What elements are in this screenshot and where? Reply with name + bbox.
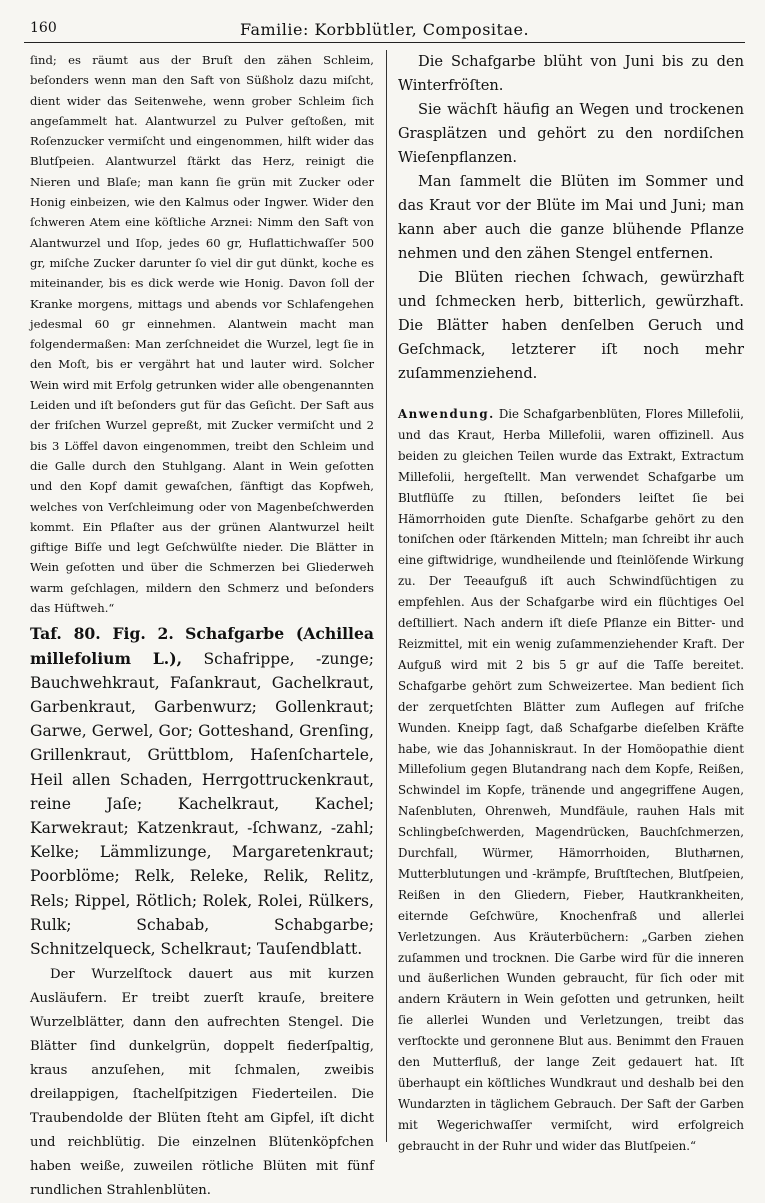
left-column: [30, 50, 374, 1203]
usage-text: Die Schafgarbenblüten, Flores Millefolii, und das Kraut, Herba Millefolii, waren offizinell. Aus beiden zu gleichen Teilen wurde das Extrakt, Extractum Millefolii, hergeſtellt. Man verwendet Schafgarbe um Blutflüſſe zu ſtillen, beſonders leiſtet ſie bei Hämorrhoiden gute Dienſte. Schafgarbe gehört zu den toniſchen oder ſtärkenden Mitteln; man ſchreibt ihr auch eine giftwidrige, wundheilende und ſteinlöſende Wirkung zu. Der Teeaufguß iſt auch Schwindſüchtigen zu empfehlen. Aus der Schafgarbe wird ein flüchtiges Oel deſtilliert. Nach andern iſt dieſe Pflanze ein Bitter- und Reizmittel, mit ein wenig zuſammenziehender Kraft. Der Aufguß wird mit 2 bis 5 gr auf die Taſſe bereitet. Schafgarbe gehört zum Schweizertee. Man bedient ſich der zerquetſchten Blätter zum Auflegen auf friſche Wunden. Kneipp ſagt, daß Schafgarbe dieſelben Kräfte habe, wie das Johanniskraut. In der Homöopathie dient Millefolium gegen Blutandrang nach dem Kopfe, Reißen, Schwindel im Kopfe, tränende und angegriffene Augen, Naſenbluten, Ohrenweh, Mundfäule, rauhen Hals mit Schlingbeſchwerden, Magendrücken, Bauchſchmerzen, Durchfall, Würmer, Hämorrhoiden, Bluthaͤrnen, Mutterblutungen und -krämpfe, Bruſtſtechen, Blutſpeien, Reißen in den Gliedern, Fieber, Hautkrankheiten, eiternde Geſchwüre, Knochenfraß und allerlei Verletzungen. Aus Kräuterbüchern: „Garben ziehen zuſammen und trocknen. Die Garbe wird für die inneren und äußerlichen Wunden gebraucht, für ſich oder mit andern Kräutern in Wein geſotten und getrunken, heilt ſie allerlei Wunden und Verletzungen, treibt das verſtockte und geronnene Blut aus. Benimmt den Frauen den Mutterfluß, der lange Zeit gedauert hat. Iſt überhaupt ein köſtliches Wundkraut und deshalb bei den Wundarzten in täglichem Gebrauch. Der Saft der Garben mit Wegerichwaſſer vermiſcht, wird erfolgreich gebraucht in der Ruhr und wider das Blutſpeien.“: [398, 407, 744, 1153]
usage-label: Anwendung.: [398, 407, 495, 421]
column-divider: [386, 50, 387, 1142]
bloom-paragraph: Die Schafgarbe blüht von Juni bis zu den Winterfröſten.: [398, 53, 744, 94]
running-title: Familie: Korbblütler, Compositae.: [239, 20, 530, 39]
synonyms: Schafrippe, -zunge; Bauchwehkraut, Faſankraut, Gachelkraut, Garbenkraut, Garbenwurz; Gollenkraut; Garwe, Gerwel, Gor; Gotteshand, Grenſing, Grillenkraut, Grüttblom, Haſenſchartele, Heil allen Schaden, Herrgottruckenkraut, reine Jaſe; Kachelkraut, Kachel; Karwekraut; Katzenkraut, -ſchwanz, -zahl; Kelke; Lämmlizunge, Margaretenkraut; Poorblöme; Relk, Releke, Relik, Relitz, Rels; Rippel, Rötlich; Rolek, Rolei, Rülkers, Rulk; Schabab, Schabgarbe; Schnitzelqueck, Schelkraut; Tauſendblatt.: [30, 649, 374, 958]
habitat-paragraph: Sie wächſt häufig an Wegen und trockenen Grasplätzen und gehört zu den nordiſchen Wieſenpflanzen.: [398, 101, 744, 166]
plate-reference: Taf. 80. Fig. 2.: [30, 624, 174, 644]
harvest-paragraph: Man ſammelt die Blüten im Sommer und das Kraut vor der Blüte im Mai und Juni; man kann aber auch die ganze blühende Pflanze nehmen und den zähen Stengel entfernen.: [398, 173, 744, 262]
page-number: 160: [30, 20, 57, 36]
usage-paragraph: [398, 404, 744, 1157]
entry-heading: [30, 622, 374, 961]
plant-name: Schafgarbe (Achillea millefolium L.),: [30, 624, 374, 668]
right-column: [398, 50, 744, 1157]
properties-paragraph: Die Blüten riechen ſchwach, gewürzhaft und ſchmecken herb, bitterlich, gewürzhaft. Die Blätter haben denſelben Geruch und Geſchmack, letzterer iſt noch mehr zuſammenziehend.: [398, 269, 744, 382]
page-header: [24, 14, 745, 43]
plant-description: Der Wurzelſtock dauert aus mit kurzen Ausläufern. Er treibt zuerſt krauſe, breitere Wurzelblätter, dann den aufrechten Stengel. Die Blätter ſind dunkelgrün, doppelt fiederſpaltig, kraus anzuſehen, mit ſchmalen, zweibis dreilappigen, ſtachelſpitzigen Fiederteilen. Die Traubendolde der Blüten ſteht am Gipfel, iſt dicht und reichblütig. Die einzelnen Blütenköpfchen haben weiße, zuweilen rötliche Blüten mit fünf rundlichen Strahlenblüten.: [30, 967, 374, 1199]
continuation-text: ſind; es räumt aus der Bruſt den zähen Schleim, beſonders wenn man den Saft von Süßholz dazu miſcht, dient wider das Seitenwehe, wenn grober Schleim ſich angeſammelt hat. Alantwurzel zu Pulver geſtoßen, mit Roſenzucker vermiſcht und eingenommen, hilft wider das Blutſpeien. Alantwurzel ſtärkt das Herz, reinigt die Nieren und Blaſe; man kann ſie grün mit Zucker oder Honig einbeizen, wie den Kalmus oder Ingwer. Wider den ſchweren Atem eine köſtliche Arznei: Nimm den Saft von Alantwurzel und Iſop, jedes 60 gr, Huflattichwaſſer 500 gr, miſche Zucker darunter ſo viel dir gut dünkt, koche es miteinander, bis es dick werde wie Honig. Davon ſoll der Kranke morgens, mittags und abends vor Schlafengehen jedesmal 60 gr einnehmen. Alantwein macht man folgendermaßen: Man zerſchneidet die Wurzel, legt ſie in den Moſt, bis er vergährt hat und lauter wird. Solcher Wein wird mit Erfolg getrunken wider alle obengenannten Leiden und iſt beſonders gut für das Geſicht. Der Saft aus der friſchen Wurzel gepreßt, mit Zucker vermiſcht und 2 bis 3 Löffel davon eingenommen, treibt den Schleim und die Galle durch den Stuhlgang. Alant in Wein geſotten und den Kopf damit gewaſchen, ſänftigt das Kopfweh, welches von Verſchleimung oder von Magenbeſchwerden kommt. Ein Pflaſter aus der grünen Alantwurzel heilt giftige Biſſe und legt Geſchwülſte nieder. Die Blätter in Wein geſotten und über die Schmerzen bei Gliederweh warm geſchlagen, mildern den Schmerz und beſonders das Hüftweh.“: [30, 53, 374, 616]
